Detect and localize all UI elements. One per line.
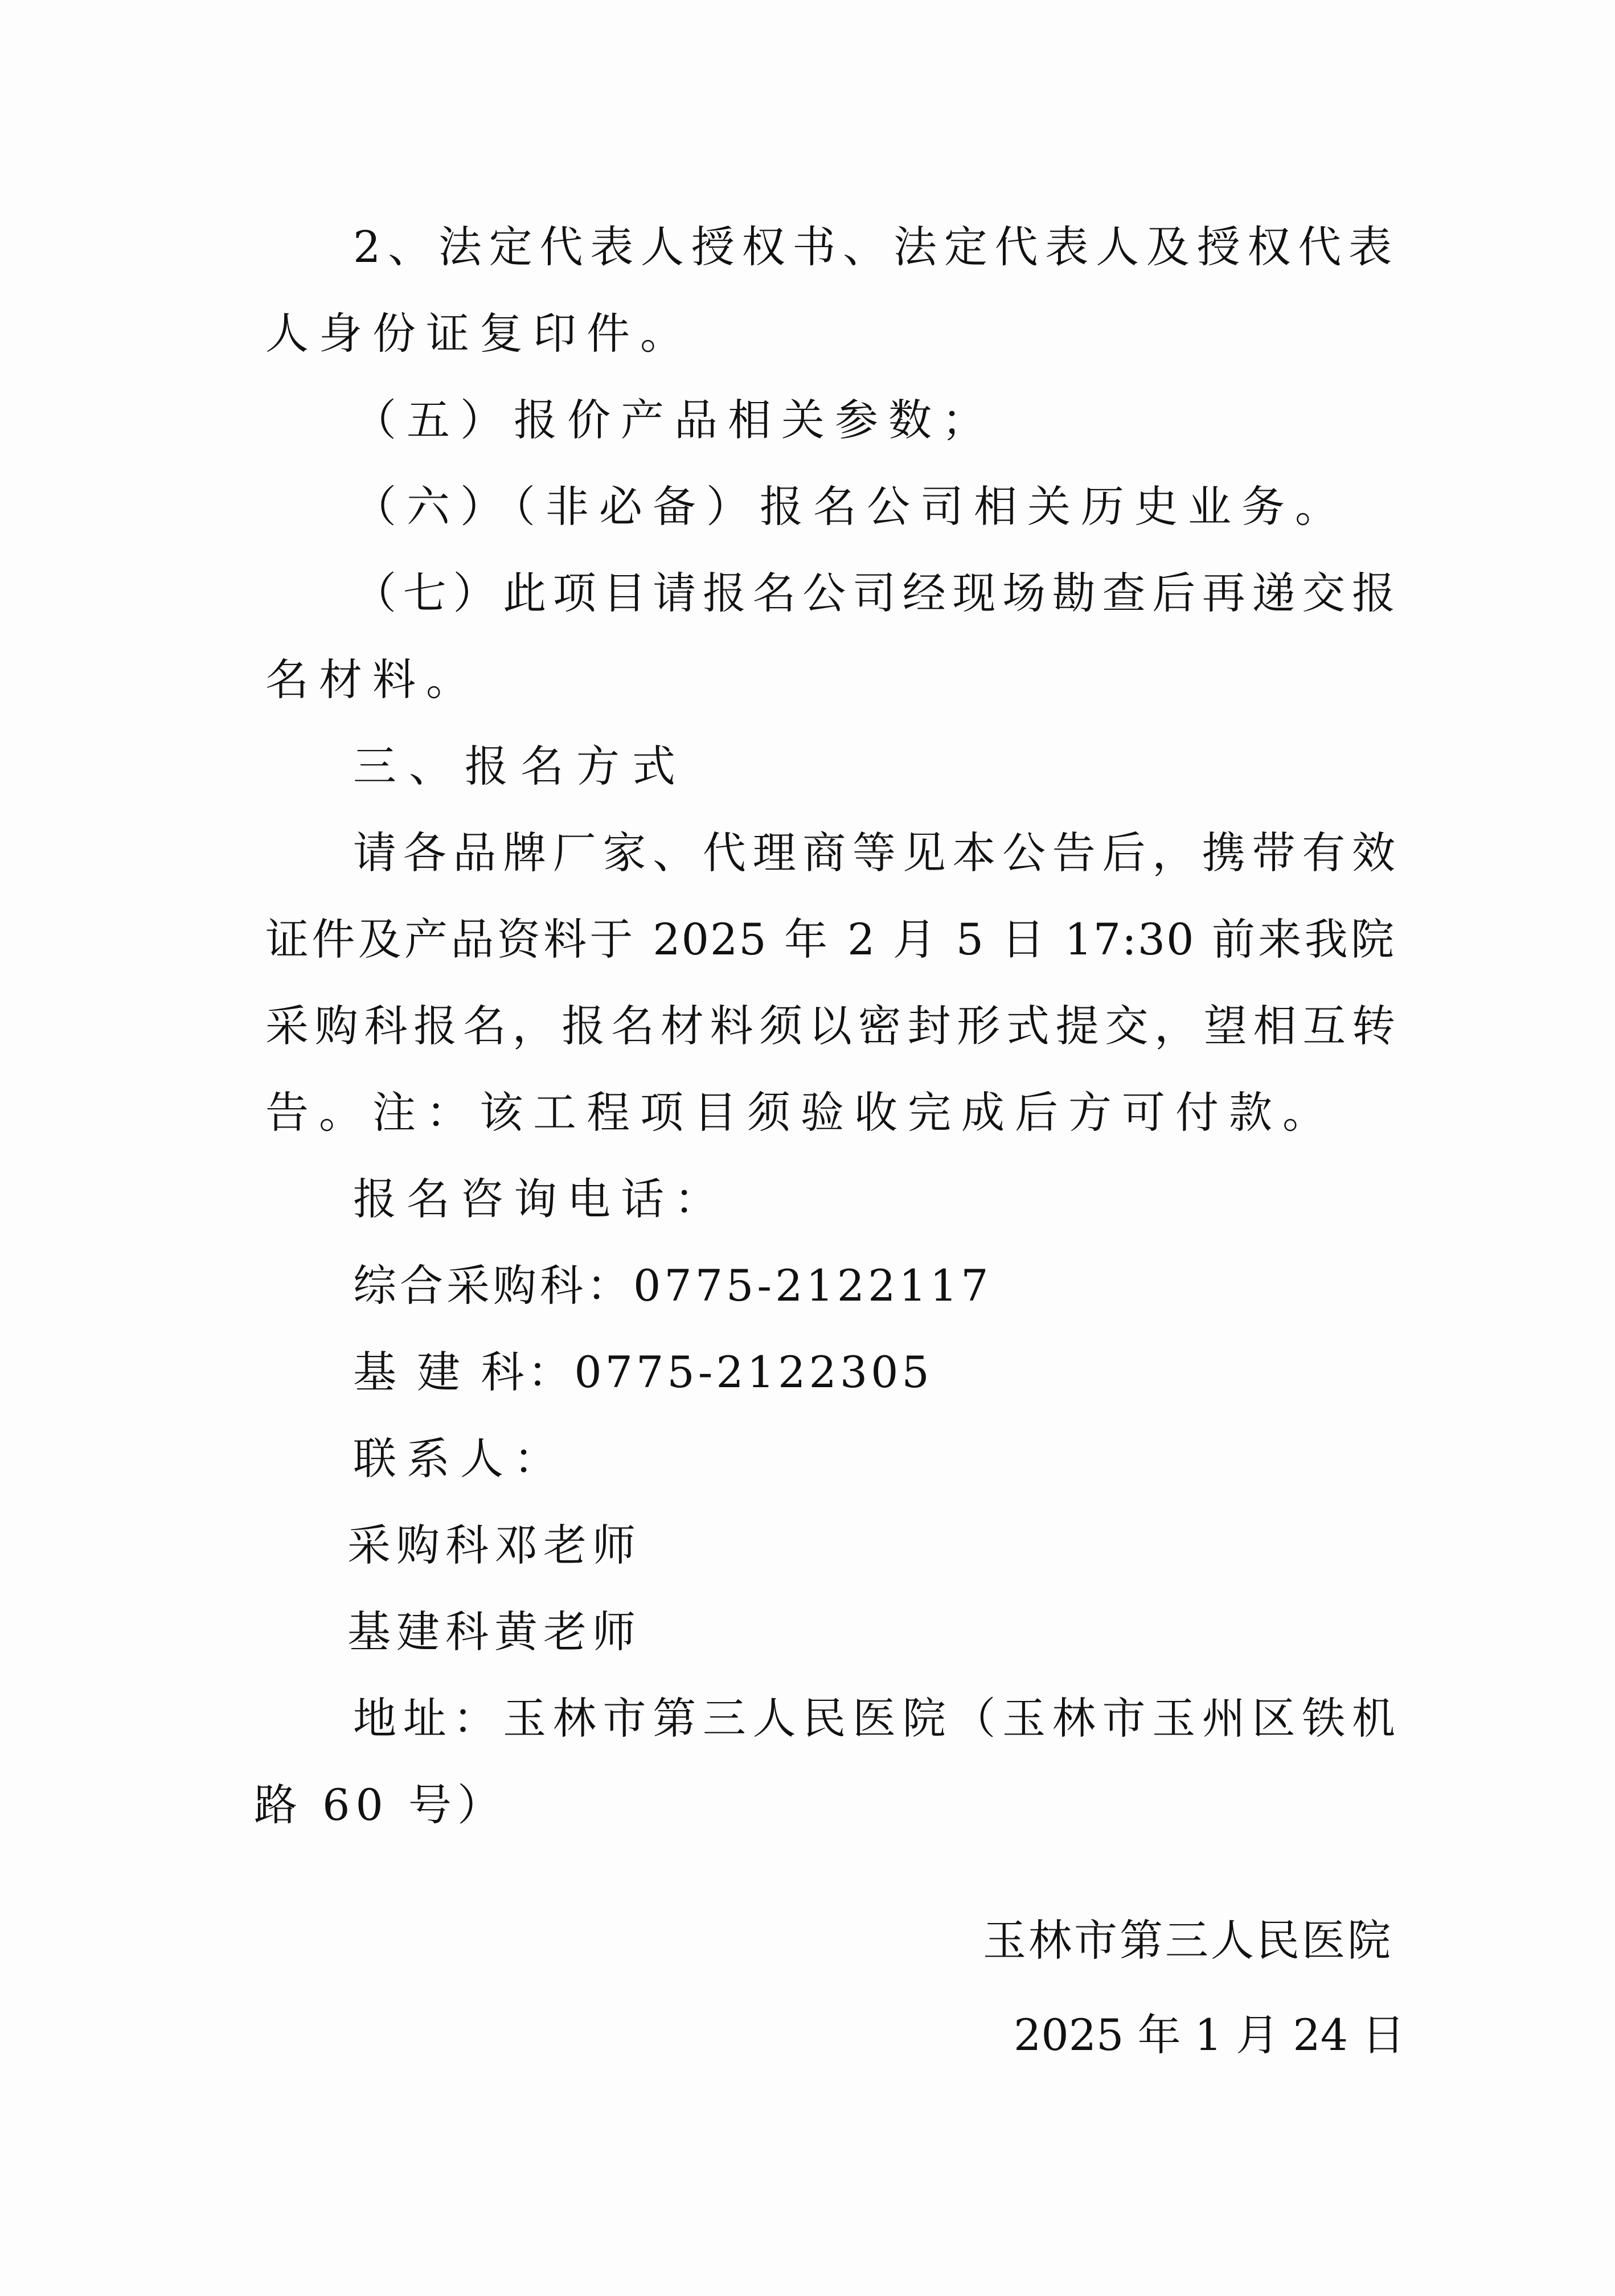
address-line: 地址：玉林市第三人民医院（玉林市玉州区铁机 — [353, 1693, 1395, 1744]
list-item-7: （七）此项目请报名公司经现场勘查后再递交报 — [353, 568, 1395, 618]
list-item-6: （六）（非必备）报名公司相关历史业务。 — [353, 481, 1348, 532]
contact-heading: 联系人： — [353, 1433, 567, 1484]
phone-heading: 报名咨询电话： — [353, 1174, 728, 1224]
paragraph-line: 请各品牌厂家、代理商等见本公告后，携带有效 — [353, 827, 1395, 878]
paragraph-line: 采购科报名，报名材料须以密封形式提交，望相互转 — [265, 1001, 1395, 1051]
paragraph-line: 告。注：该工程项目须验收完成后方可付款。 — [265, 1087, 1336, 1138]
contact-person: 采购科邓老师 — [347, 1520, 641, 1571]
construction-phone: 基 建 科：0775-2122305 — [353, 1347, 933, 1397]
address-line: 路 60 号） — [254, 1780, 507, 1830]
procurement-phone: 综合采购科：0775-2122117 — [353, 1260, 992, 1311]
paragraph-line: 名材料。 — [265, 654, 479, 705]
section-heading: 三、报名方式 — [353, 741, 688, 792]
issue-date: 2025 年 1 月 24 日 — [1014, 2010, 1405, 2060]
paragraph-line: 2、法定代表人授权书、法定代表人及授权代表 — [353, 222, 1395, 272]
list-item-5: （五）报价产品相关参数； — [353, 395, 995, 445]
issuer-name: 玉林市第三人民医院 — [983, 1915, 1393, 1966]
paragraph-line: 证件及产品资料于 2025 年 2 月 5 日 17:30 前来我院 — [265, 914, 1395, 965]
contact-person: 基建科黄老师 — [347, 1606, 641, 1657]
paragraph-line: 人身份证复印件。 — [265, 308, 694, 359]
